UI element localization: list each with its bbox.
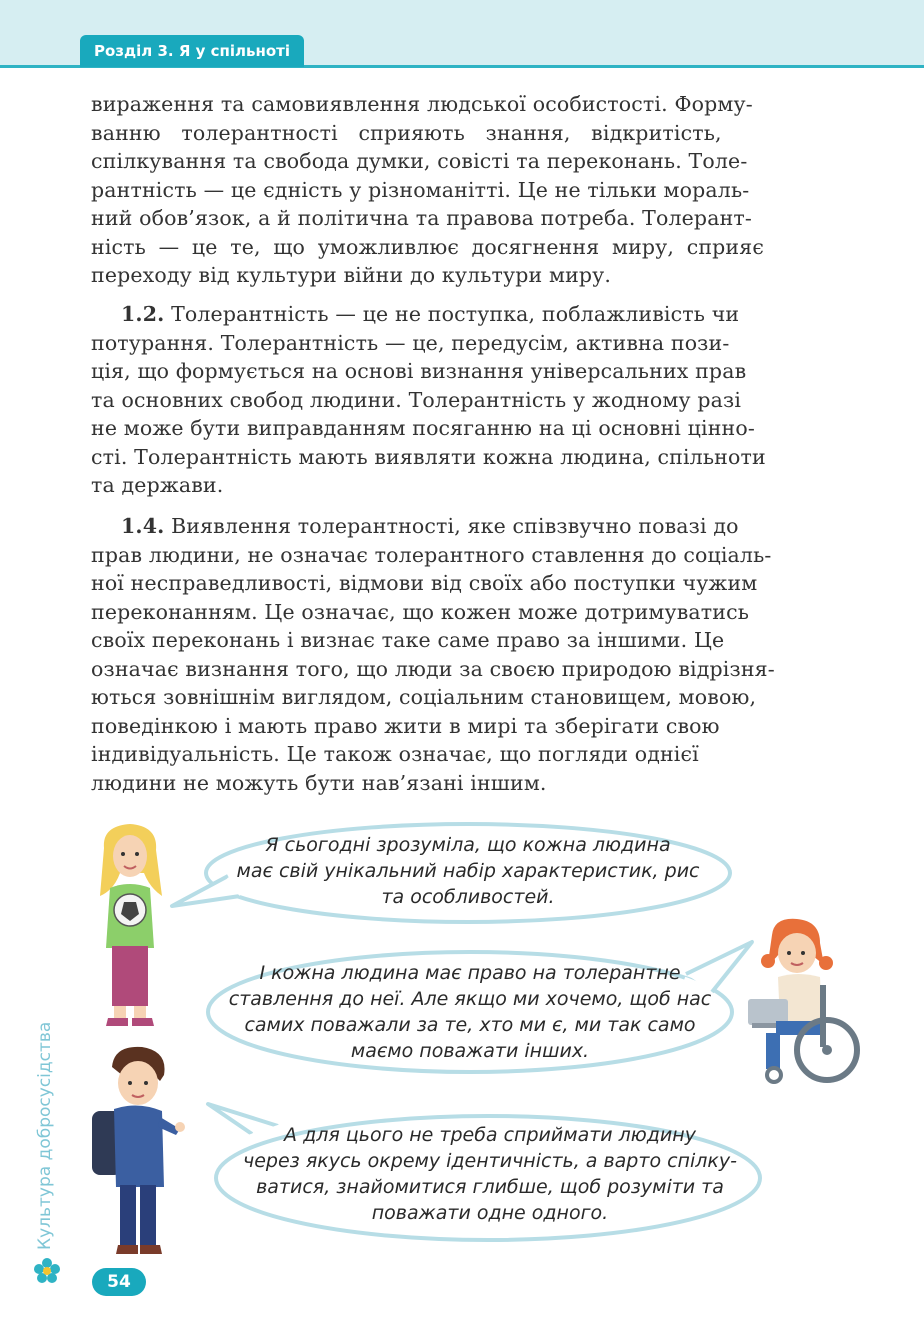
page-number: 54: [92, 1268, 146, 1296]
section-title-tab: Розділ 3. Я у спільноті: [80, 35, 304, 67]
text-line: сті. Толерантність мають виявляти кожна людина, спільноти: [91, 444, 766, 469]
text-line: поведінкою і мають право жити в мирі та зберігати свою: [91, 713, 720, 738]
paragraph-1-2: [91, 300, 843, 500]
bubble-line: має свій унікальний набір характеристик, рис: [236, 860, 700, 882]
bubble-line: поважати одне одного.: [371, 1202, 609, 1224]
bubble-line: Я сьогодні зрозуміла, що кожна людина: [265, 834, 671, 856]
bubble-line: ватися, знайомитися глибше, щоб розуміти та: [256, 1176, 724, 1198]
text-line: ція, що формується на основі визнання універсальних прав: [91, 359, 747, 383]
text-line: ної несправедливості, відмови від своїх або поступки чужим: [91, 571, 758, 595]
text-line: ванню толерантності сприяють знання, відкритість,: [91, 120, 722, 145]
paragraph-1-4: [91, 512, 843, 797]
paragraph-number: 1.4.: [121, 514, 165, 538]
text-line: переходу від культури війни до культури миру.: [91, 263, 612, 287]
speech-bubble-wheelchair-girl: [200, 938, 760, 1078]
text-line: вираження та самовиявлення людської особистості. Форму-: [91, 92, 753, 116]
speech-bubble-boy: [180, 1098, 770, 1248]
girl-with-ball-illustration: [92, 818, 172, 1033]
text-line: прав людини, не означає толерантного ставлення до соціаль-: [91, 542, 772, 567]
bubble-line: І кожна людина має право на толерантне: [259, 962, 681, 984]
text-line: 1.2. Толерантність — це не поступка, поблажливість чи: [121, 302, 740, 326]
text-line: переконанням. Це означає, що кожен може дотримуватись: [91, 599, 750, 624]
text-line: та держави.: [91, 473, 224, 497]
paragraph-number: 1.2.: [121, 302, 165, 326]
text-line: спілкування та свобода думки, совісті та переконань. Толе-: [91, 149, 748, 173]
text-line: людини не можуть бути нав’язані іншим.: [91, 770, 547, 795]
bubble-line: самих поважали за те, хто ми є, ми так само: [244, 1014, 696, 1036]
side-label: Культура добросусідства: [35, 1021, 55, 1250]
text-line: та основних свобод людини. Толерантність у жодному разі: [91, 387, 742, 412]
boy-with-backpack-illustration: [88, 1045, 188, 1260]
text-line: ність — це те, що уможливлює досягнення миру, сприяє: [91, 234, 764, 259]
paragraph-1: [91, 90, 843, 290]
bubble-line: через якусь окрему ідентичність, а варто спілку-: [243, 1150, 737, 1172]
girl-in-wheelchair-illustration: [742, 915, 862, 1090]
text-line: ний обов’язок, а й політична та правова потреба. Толерант-: [91, 206, 752, 230]
bubble-line: ставлення до неї. Але якщо ми хочемо, щоб нас: [228, 988, 712, 1010]
speech-bubble-girl: [168, 818, 738, 928]
text-line: індивідуальність. Це також означає, що погляди однієї: [91, 742, 699, 766]
bubble-line: А для цього не треба сприймати людину: [284, 1124, 696, 1146]
text-line: 1.4. Виявлення толерантності, яке співзвучно повазі до: [121, 514, 739, 538]
text-line: означає визнання того, що люди за своєю природою відрізня-: [91, 656, 775, 681]
text-line: не може бути виправданням посяганню на ці основні цінно-: [91, 416, 755, 440]
text-line: рантність — це єдність у різноманітті. Це не тільки мораль-: [91, 177, 750, 202]
text-line: своїх переконань і визнає таке саме право за іншими. Це: [91, 628, 725, 652]
bubble-line: маємо поважати інших.: [350, 1040, 590, 1062]
text-line: ються зовнішнім виглядом, соціальним становищем, мовою,: [91, 685, 757, 709]
bubble-line: та особливостей.: [381, 886, 555, 908]
flower-icon: [34, 1258, 60, 1284]
text-line: потурання. Толерантність — це, передусім, активна пози-: [91, 330, 730, 355]
